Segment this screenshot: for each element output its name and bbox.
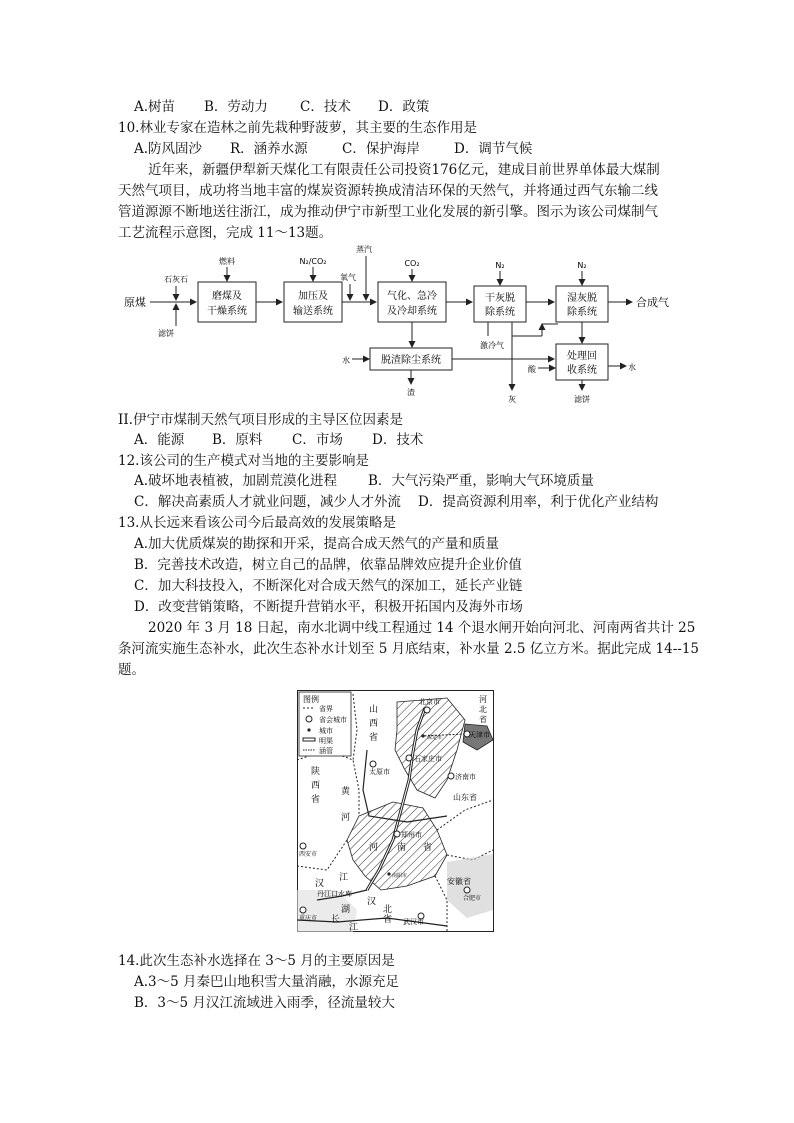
water-in-label: 水: [342, 356, 350, 365]
q12-option-d: D．提高资源利用率，利于优化产业结构: [418, 494, 659, 510]
yellow-river-label-1: 黄: [341, 787, 351, 797]
hebei-label-2: 北: [479, 705, 487, 714]
box7-line1: 处理回: [567, 351, 597, 362]
q14-stem: 14.此次生态补水选择在 3～5 月的主要原因是: [118, 953, 395, 969]
hebei-label-3: 省: [479, 715, 487, 724]
henan-label-3: 省: [423, 843, 433, 853]
shijiazhuang-marker: [406, 755, 412, 761]
q12-options-row1: [134, 472, 594, 491]
q10-option-d: D．调节气候: [454, 141, 533, 157]
henan-label-1: 河: [369, 843, 379, 853]
box5-line2: 除系统: [567, 307, 597, 318]
oxygen-label: 氧气: [340, 273, 356, 282]
water-out-label: 水: [628, 363, 636, 372]
fuel-label: 燃料: [219, 257, 235, 266]
shandong-label: 山东省: [453, 793, 477, 802]
passage2-line-1: 2020 年 3 月 18 日起，南水北调中线工程通过 14 个退水闸开始向河北、河南两省共计 25: [148, 620, 696, 636]
raw-coal-label: 原煤: [124, 296, 146, 309]
chongqing-marker: [300, 907, 306, 913]
q9-option-d: D．政策: [378, 99, 430, 115]
hubei-label-3: 省: [383, 915, 393, 925]
q13-option-d: D．改变营销策略，不断提升营销水平，积极开拓国内及海外市场: [134, 599, 523, 615]
q9-option-c: C．技术: [300, 99, 351, 115]
q11-option-b: B．原料: [212, 432, 263, 448]
box5-line1: 湿灰脱: [567, 293, 597, 304]
danjiangkou-label: 丹江口水库: [317, 890, 352, 898]
box6-label: 脱渣除尘系统: [381, 355, 441, 366]
legend-item-canal: 明渠: [319, 737, 333, 745]
box3-line2: 及冷却系统: [387, 306, 437, 317]
nanyang-marker: [387, 872, 390, 875]
coal-gas-flow-diagram: [118, 244, 688, 410]
q12-stem: 12.该公司的生产模式对当地的主要影响是: [118, 453, 369, 469]
yangtze-label-2: 江: [349, 923, 359, 932]
slag-label: 渣: [407, 388, 415, 397]
box2-line2: 输送系统: [293, 306, 333, 317]
q11-stem: II.伊宁市煤制天然气项目形成的主导区位因素是: [118, 412, 403, 428]
xian-marker: [300, 843, 306, 849]
q12-options-row2: [134, 493, 658, 512]
shanxi-label-1: 山: [369, 705, 379, 715]
box1-line1: 磨煤及: [212, 291, 242, 302]
box2-line1: 加压及: [298, 291, 328, 302]
taiyuan-marker: [370, 761, 376, 767]
passage2-line-2: 条河流实施生态补水，此次生态补水计划至 5 月底结束，补水量 2.5 亿立方米。据此完成 14--15: [118, 641, 699, 657]
legend-title: 图例: [303, 695, 319, 704]
taiyuan-label: 太原市: [369, 768, 390, 776]
q12-option-c: C．解决高素质人才就业问题，减少人才外流: [134, 494, 401, 510]
legend-item-pipe: 涵管: [319, 747, 333, 755]
syngas-label: 合成气: [636, 296, 669, 309]
q11-options: [134, 431, 423, 450]
yellow-river-label-2: 河: [341, 813, 351, 823]
baoding-marker: [421, 734, 424, 737]
legend-city-symbol: [307, 728, 310, 731]
shaanxi-label-3: 省: [311, 795, 321, 805]
hefei-label: 合肥市: [463, 895, 482, 902]
shanxi-label-2: 西: [369, 719, 379, 729]
box1-line2: 干燥系统: [207, 306, 247, 317]
q10-stem: 10.林业专家在造林之前先栽种野菠萝，其主要的生态作用是: [118, 120, 477, 136]
q12-option-a: A.破坏地表植被，加剧荒漠化进程: [134, 473, 338, 489]
beijing-label: 北京市: [419, 698, 440, 706]
jinan-label: 济南市: [455, 773, 476, 781]
q13-stem: 13.从长远来看该公司今后最高效的发展策略是: [118, 515, 396, 531]
shanxi-label-3: 省: [369, 733, 379, 743]
n2-label-a: N₂: [495, 261, 505, 270]
filter-cake-out-label: 滤饼: [574, 395, 590, 404]
yangtze-label-1: 长: [331, 915, 341, 925]
anhui-label: 安徽省: [447, 877, 471, 886]
q9-option-a: A.树苗: [134, 99, 176, 115]
hefei-marker: [464, 887, 470, 893]
jinan-marker: [448, 773, 454, 779]
south-north-water-map: [297, 690, 494, 932]
hubei-label-1: 湖: [341, 905, 351, 915]
legend-item-border: 省界: [319, 705, 333, 713]
han-river-label-3: 汉: [367, 897, 377, 907]
q10-option-b: R．涵养水源: [230, 141, 308, 157]
hubei-label-2: 北: [383, 905, 393, 915]
box4-line2: 除系统: [485, 307, 515, 318]
zhengzhou-marker: [394, 831, 400, 837]
han-river-label-2: 江: [339, 873, 349, 883]
shaanxi-label-2: 西: [311, 781, 321, 791]
nanyang-label: 南阳市: [392, 873, 408, 879]
q14-option-b: B．3～5 月汉江流域进入雨季，径流量较大: [134, 995, 395, 1011]
q11-option-a: A．能源: [134, 432, 185, 448]
acid-label: 酸: [528, 365, 536, 374]
q13-option-b: B．完善技术改造，树立自己的品牌，依靠品牌效应提升企业价值: [134, 557, 522, 573]
baoding-label: 保定市: [427, 735, 443, 741]
quench-gas-label: 激冷气: [480, 341, 504, 350]
han-river-label-1: 汉: [315, 879, 325, 889]
legend-item-capital: 省会城市: [319, 716, 347, 724]
shijiazhuang-label: 石家庄市: [414, 755, 442, 763]
q14-option-a: A.3～5 月秦巴山地积雪大量消融，水源充足: [134, 974, 400, 990]
henan-label-2: 南: [397, 843, 407, 853]
beijing-marker: [424, 707, 430, 713]
q10-option-c: C．保护海岸: [342, 141, 420, 157]
passage1-line-4: 工艺流程示意图，完成 11～13题。: [118, 225, 333, 241]
legend-canal-symbol: [303, 738, 315, 741]
hebei-label-1: 河: [479, 695, 487, 704]
tianjin-label: 天津市: [469, 731, 490, 739]
passage1-line-1: 近年来，新疆伊犁新天煤化工有限责任公司投资176亿元，建成目前世界单体最大煤制: [148, 162, 660, 178]
filter-cake-label: 滤饼: [158, 329, 174, 338]
q11-option-d: D．技术: [372, 432, 424, 448]
ash-label: 灰: [508, 395, 516, 404]
passage1-line-3: 管道源源不断地送往浙江，成为推动伊宁市新型工业化发展的新引擎。图示为该公司煤制气: [118, 204, 658, 220]
q10-option-a: A.防风固沙: [134, 141, 203, 157]
box3-line1: 气化、急冷: [387, 291, 437, 302]
box7-line2: 收系统: [567, 365, 597, 376]
q10-options: [134, 140, 532, 159]
legend-item-city: 城市: [319, 727, 333, 735]
q12-option-b: B．大气污染严重，影响大气环境质量: [368, 473, 594, 489]
n2co2-label: N₂/CO₂: [299, 257, 327, 266]
q13-option-a: A.加大优质煤炭的勘探和开采，提高合成天然气的产量和质量: [134, 536, 500, 552]
shaanxi-label-1: 陕: [311, 767, 321, 777]
co2-label: CO₂: [404, 259, 420, 268]
q9-options: [134, 98, 429, 117]
n2-label-b: N₂: [577, 261, 587, 270]
q11-option-c: C．市场: [292, 432, 343, 448]
limestone-label: 石灰石: [164, 275, 188, 284]
steam-label: 蒸汽: [356, 245, 372, 254]
wuhan-label: 武汉市: [403, 918, 424, 926]
box4-line1: 干灰脱: [485, 293, 515, 304]
chongqing-label: 重庆市: [299, 915, 318, 922]
q13-option-c: C．加大科技投入，不断深化对合成天然气的深加工，延长产业链: [134, 578, 523, 594]
passage2-line-3: 题。: [118, 662, 145, 678]
xian-label: 西安市: [299, 851, 318, 858]
q9-option-b: B．劳动力: [204, 99, 268, 115]
zhengzhou-label: 郑州市: [401, 831, 422, 839]
legend-capital-symbol: [306, 716, 312, 722]
passage1-line-2: 天然气项目，成功将当地丰富的煤炭资源转换成清洁环保的天然气，并将通过西气东输二线: [118, 183, 658, 199]
